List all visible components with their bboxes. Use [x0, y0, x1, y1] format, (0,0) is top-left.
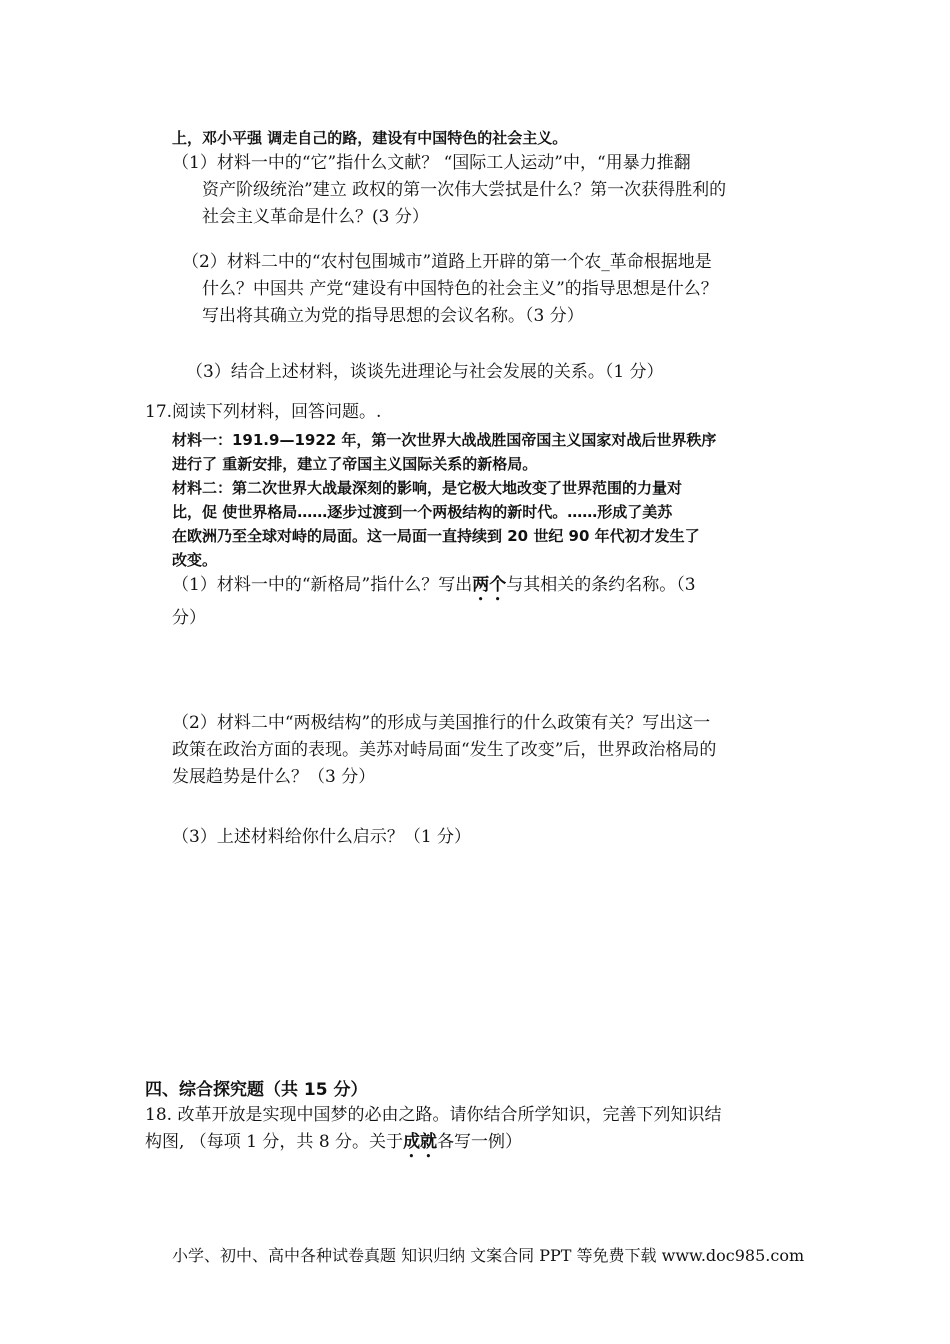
q18 — [145, 1102, 721, 1162]
q16-sub1-line3: 社会主义革命是什么？(3 分） — [202, 207, 429, 227]
q16-sub2-line1: （2）材料二中的“农村包围城市”道路上开辟的第一个农_革命根据地是 — [182, 252, 712, 272]
q17-sub1-line1: （1）材料一中的“新格局”指什么？写出两个与其相关的条约名称。（3 — [172, 575, 696, 595]
q16-sub2-line2: 什么？中国共 产党“建设有中国特色的社会主义”的指导思想是什么？ — [202, 279, 718, 299]
q17-material1-line1: 材料一：191.9—1922 年，第一次世界大战战胜国帝国主义国家对战后世界秩序 — [172, 431, 717, 449]
q17-material2 — [172, 476, 700, 572]
q17-material2-line4: 改变。 — [172, 551, 218, 569]
q17-sub2 — [172, 710, 716, 791]
q17-sub1-line2: 分） — [172, 608, 206, 628]
q16-sub1-line2: 资产阶级统治”建立 政权的第一次伟大尝拭是什么？第一次获得胜利的 — [202, 180, 727, 200]
q16-material-tail: 上，邓小平强 调走自己的路，建设有中国特色的社会主义。 — [172, 129, 568, 147]
q17-material1 — [172, 428, 716, 476]
q18-line1: 18. 改革开放是实现中国梦的必由之路。请你结合所学知识，完善下列知识结 — [145, 1105, 722, 1125]
section4-heading: 四、综合探究题（共 15 分） — [145, 1080, 368, 1100]
q17-material2-line1: 材料二：第二次世界大战最深刻的影响，是它极大地改变了世界范围的力量对 — [172, 479, 683, 497]
q17-sub2-line1: （2）材料二中“两极结构”的形成与美国推行的什么政策有关？写出这一 — [172, 713, 711, 733]
q17-sub2-line3: 发展趋势是什么？（3 分） — [172, 767, 376, 787]
q17-sub1-emphasis: 两个 — [472, 575, 507, 595]
q17-sub3: （3）上述材料给你什么启示？（1 分） — [172, 827, 472, 847]
q18-line2: 构图, （每项 1 分，共 8 分。关于成就各写一例） — [145, 1132, 523, 1152]
q17-sub2-line2: 政策在政治方面的表现。美苏对峙局面“发生了改变”后，世界政治格局的 — [172, 740, 717, 760]
q16-sub3: （3）结合上述材料，谈谈先进理论与社会发展的关系。（1 分） — [186, 362, 664, 382]
q18-emphasis: 成就 — [403, 1132, 438, 1152]
page-footer: 小学、初中、高中各种试卷真题 知识归纳 文案合同 PPT 等免费下载 www.doc985.com — [172, 1246, 805, 1265]
q17-sub1 — [172, 572, 696, 632]
q17-material2-line3: 在欧洲乃至全球对峙的局面。这一局面一直持续到 20 世纪 90 年代初才发生了 — [172, 527, 700, 545]
q17-material2-line2: 比，促 使世界格局……逐步过渡到一个两极结构的新时代。……形成了美苏 — [172, 503, 673, 521]
q16-sub2-line3: 写出将其确立为党的指导思想的会议名称。（3 分） — [202, 306, 584, 326]
q16-sub1 — [172, 150, 726, 231]
q17-material1-line2: 进行了 重新安排，建立了帝国主义国际关系的新格局。 — [172, 455, 538, 473]
q17-stem: 17.阅读下列材料，回答问题。. — [145, 402, 382, 422]
q16-sub2 — [182, 249, 718, 330]
q16-sub1-line1: （1）材料一中的“它”指什么文献？ “国际工人运动”中，“用暴力推翻 — [172, 153, 691, 173]
